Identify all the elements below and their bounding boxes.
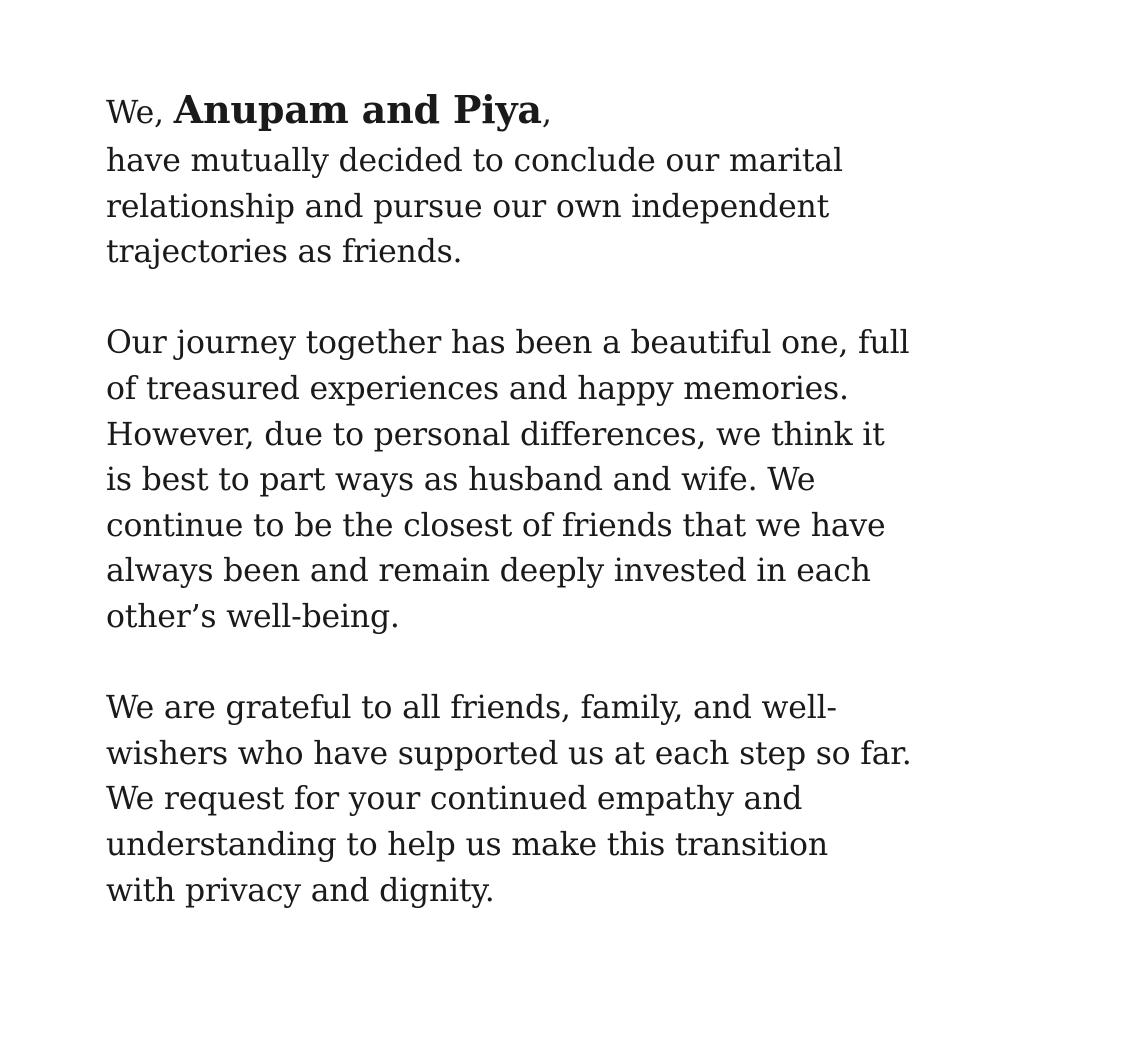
paragraph-line: wishers who have supported us at each step so far. — [106, 735, 912, 772]
paragraph-line: However, due to personal differences, we think it — [106, 416, 885, 453]
paragraph-line: always been and remain deeply invested in each — [106, 553, 871, 590]
paragraph-journey — [106, 321, 1086, 640]
paragraph-line: understanding to help us make this transition — [106, 826, 828, 863]
paragraph-line: is best to part ways as husband and wife. We — [106, 462, 816, 499]
paragraph-line: of treasured experiences and happy memories. — [106, 370, 849, 407]
paragraph-gap — [106, 641, 1086, 687]
paragraph-line: continue to be the closest of friends that we have — [106, 507, 886, 544]
paragraph-line: with privacy and dignity. — [106, 872, 495, 909]
opening-line — [106, 84, 1086, 139]
paragraph-line: We are grateful to all friends, family, and well- — [106, 690, 837, 727]
paragraph-gratitude — [106, 686, 1086, 914]
opening-suffix: , — [541, 95, 552, 131]
statement-body — [106, 84, 1086, 914]
paragraph-line: have mutually decided to conclude our marital — [106, 143, 843, 179]
paragraph-line: relationship and pursue our own independent — [106, 188, 830, 225]
paragraph-gap — [106, 276, 1086, 322]
opening-prefix: We, — [106, 95, 174, 131]
paragraph-line: other’s well-being. — [106, 598, 400, 635]
couple-names: Anupam and Piya — [173, 87, 542, 132]
paragraph-line: We request for your continued empathy and — [106, 781, 803, 818]
paragraph-line: trajectories as friends. — [106, 234, 463, 271]
paragraph-decision — [106, 139, 1086, 276]
paragraph-line: Our journey together has been a beautiful one, full — [106, 325, 910, 362]
